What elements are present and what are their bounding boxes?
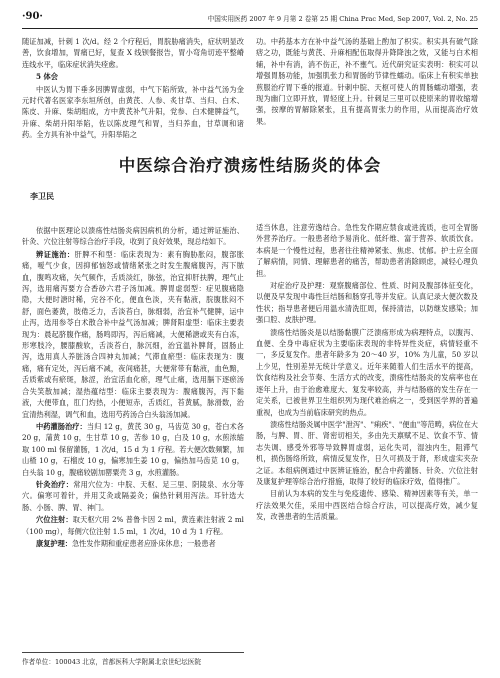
section-heading: 5 体会 [36, 72, 58, 82]
paragraph-lead: 辨证施治： [36, 249, 75, 259]
article-left-column [22, 225, 244, 550]
running-header [22, 8, 478, 29]
article-title: 中医综合治疗溃疡性结肠炎的体会 [118, 156, 382, 175]
paragraph: 目前认为本病的发生与免疫遗传、感染、精神因素等有关，单一疗法效果欠佳，采用中西医结合综合疗法，可以提高疗效，减少复发，改善患者的生活质量。 [256, 489, 478, 522]
paragraph-text: 常用穴位为：中脘、天枢、足三里、阴陵泉、水分等穴。偏寒可着针，并用艾灸或隔姜灸；偏热针刺用泻法。耳针选大肠、小肠、脾、胃、神门。 [22, 479, 244, 512]
paragraph-lead: 康复护理： [36, 538, 72, 548]
article-right-column [256, 222, 478, 524]
prev-article-left-column [22, 36, 244, 142]
paragraph: 中医认为胃下垂多因脾胃虚弱，中气下陷所致，补中益气汤为金元时代著名医家李东垣所创，由黄芪、人参、炙甘草、当归、白术、陈皮、升麻、柴胡组成，方中黄芪补气升阳，党参、白术健脾益气，升麻、柴胡升阳举陷，佐以陈皮理气和胃，当归养血，甘草调和诸药。全方具有补中益气，升阳举陷之 [22, 84, 244, 140]
paragraph: 对症治疗及护理：观察腹痛部位、性质、时间及腹部体征变化，以便及早发现中毒性巨结肠和肠穿孔等并发症。认真记录大便次数及性状；指导患者便后用温水清洗肛周，保持清洁，以防继发感染；加强口腔、皮肤护理。 [256, 281, 478, 325]
paragraph [22, 249, 244, 420]
prev-article-right-column [256, 36, 478, 128]
author-affiliation: 作者单位：100043 北京，首都医科大学附属北京世纪坛医院 [22, 652, 244, 666]
paragraph: 溃疡性结肠炎是以结肠黏膜广泛溃疡形成为病理特点，以腹泻、血便、全身中毒症状为主要临床表现的非特异性炎症，病情轻重不一，多反复发作。患者年龄多为 20～40 岁，10% 为儿童，50 岁以上少见，性别差异无统计学意义。近年来随着人们生活水平的提高，饮食结构及社会节奏、生活方式的改变，溃疡性结肠炎的发病率也在逐年上升，由于治愈难度大、复发率较高，并与结肠癌的发生存在一定关系，已被世界卫生组织列为现代难治病之一，受到医学界的普遍重视，也成为当前临床研究的热点。 [256, 327, 478, 417]
paragraph [22, 538, 244, 549]
paragraph-lead: 穴位注射： [36, 515, 73, 525]
paragraph [22, 514, 244, 537]
paragraph-lead: 中药灌肠治疗： [36, 421, 87, 431]
paragraph: 适当休息，注意劳逸结合。急性发作期应禁食或进流质，也可全胃肠外营养治疗。一般患者给予易消化、低纤维、富于营养、软质饮食。本病是一个慢性过程，患者往往精神紧张、焦虑、忧郁。护士应全面了解病情，同情、理解患者的痛苦，帮助患者消除顾虑，减轻心理负担。 [256, 223, 478, 278]
paragraph [22, 421, 244, 478]
paragraph-text: 取天枢穴用 2% 普鲁卡因 2 ml，黄连素注射液 2 ml（100 mg），每侧穴位注射 1.5 ml，1 次/d，10 d 为 1 疗程。 [22, 515, 244, 536]
article-author: 李卫民 [30, 191, 54, 201]
page-number: ·90· [22, 11, 43, 22]
paragraph: 功。中药基本方在补中益气汤的基础上酌加了枳实。积实具有破气除痞之功，既能与黄芪、升麻相配伍取得升降降浊之效，又能与白术相辅，补中有消，消不伤正，补不壅气。近代研究证实表明：积实可以增强胃肠功能，加强肌张力和胃肠的节律性蠕动。临床上有积实单独煎服治疗胃下垂的报道。针刺中脘、天枢可使人的胃肠蠕动增强，表现为幽门立即开放，胃轻度上升。针刺足三里可以使原来的胃收缩增强，按摩的胃解除紧张，且有提高胃张力的作用，从而提高治疗效果。 [256, 37, 478, 126]
paragraph-text: 当归 12 g，黄芪 30 g，马齿苋 30 g，苍白术各 20 g，蒲黄 10 g，生甘草 10 g，苦参 10 g，白及 10 g，水煎浓缩取 100 ml 保留灌肠，1 次/d，15 d 为 1 疗程。若大便次数频繁，加山楂 10 g，石榴皮 10 g，偏寒加生姜 10 g，偏热加马齿苋 10 g，白头翁 10 g，腹痛较剧加罂粟壳 3 g，水煎灌肠。 [22, 421, 244, 477]
paragraph-lead: 针灸治疗： [36, 479, 74, 489]
paragraph-text: 肝脾不和型：临床表现为：素有胸胁胀闷，腹部胀痛，嗳气少食，因抑郁恼怒或情绪紧张之时发生腹痛腹泻，泻下脓血，腹鸣攻痛，矢气频作，舌质淡红，脉弦，治宜抑肝扶脾，理气止泻，选用痛泻要方合香砂六君子汤加减。脾胃虚弱型：症见腹痛隐隐，大便时溏时稀，完谷不化，便血色淡，夹有黏液，脘腹胀闷不舒，面色萎黄，肢倦乏力，舌淡苔白，脉细弱，治宜补气健脾，运中止泻，选用参苓白术散合补中益气汤加减；脾肾阳虚型：临床主要表现为：晨起脐腹作痛，肠鸣即泻，泻后痛减，大便稀溏或夹有白冻，形寒肢冷，腰膝酸软，舌淡苔白，脉沉细，治宜温补脾肾，固肠止泻，选用真人养脏汤合四神丸加减；气滞血瘀型：临床表现为：腹痛，痛有定处，泻后痛不减，夜间痛甚，大便常带有黏液，血色黯，舌质紫或有瘀斑，脉涩，治宜活血化瘀，理气止痛，选用膈下逐瘀汤合失笑散加减；湿热蕴结型：临床主要表现为：腹痛腹泻，泻下黏液，大便带血，肛门灼热，小便短赤，舌质红，苔黄腻，脉滑数，治宜清热利湿，调气和血，选用芍药汤合白头翁汤加减。 [22, 249, 244, 419]
paragraph-text: 急性发作期和重症患者应卧床休息；一般患者 [71, 538, 216, 548]
journal-citation: 中国实用医药 2007 年 9 月第 2 卷第 25 期 China Prac Med, Sep 2007, Vol. 2, No. 25 [207, 15, 478, 23]
paragraph: 溃疡性结肠炎属中医学"泄泻"、"痢疾"、"便血"等范畴，病位在大肠，与脾、胃、肝、肾密切相关，多由先天禀赋不足、饮食不节、情志失调、感受外邪等导致脾胃虚弱，运化失司，湿浊内生，阻滞气机，损伤肠络所致，病情反复发作，日久可损及于肾，形成虚实夹杂之证。本组病例通过中医辨证施治，配合中药灌肠、针灸、穴位注射及康复护理等综合治疗措施，取得了较好的临床疗效，值得推广。 [256, 419, 478, 486]
paragraph [22, 479, 244, 513]
paragraph: 随证加减，针刺 1 次/d。经 2 个疗程后，胃脘胁痛消失，症状明显改善，饮食增加，胃痛已好，复查 X 线钡餐报告，胃小弯角切迹平整嵴连线水平，临床症状消失痊愈。 [22, 37, 244, 69]
paragraph: 依据中医理论以溃疡性结肠炎病因病机的分析，通过辨证施治、针灸、穴位注射等综合治疗手段，收到了良好效果，现总结如下。 [22, 226, 244, 247]
